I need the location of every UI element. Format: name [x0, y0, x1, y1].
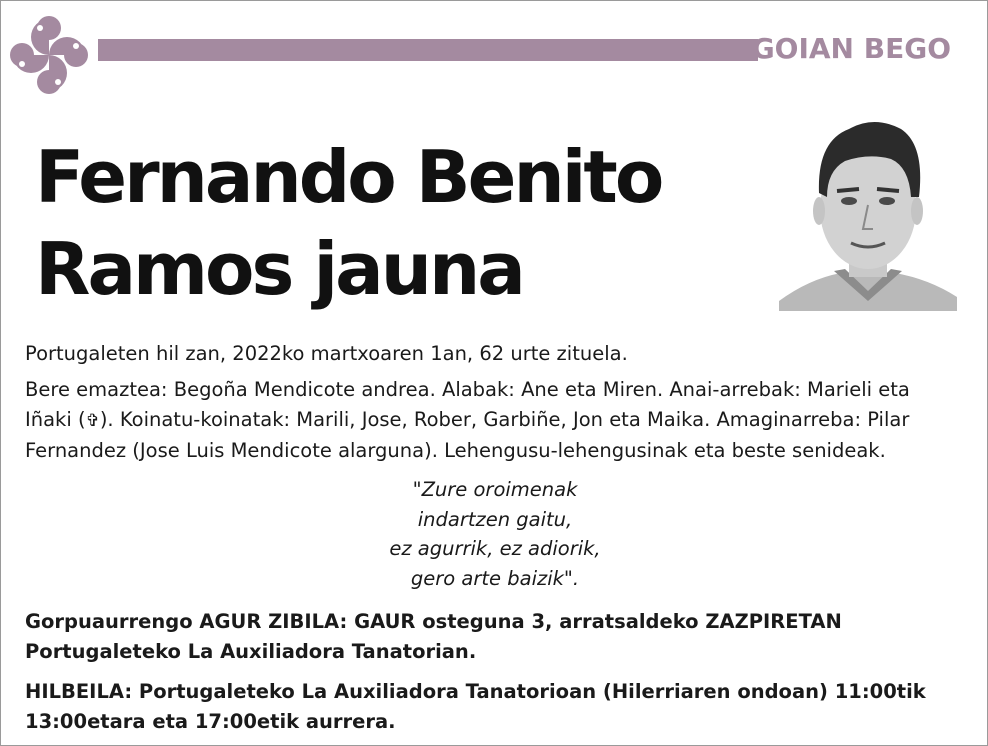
poem [1, 475, 988, 593]
family-text-part-1: Bere emaztea: Begoña Mendicote andrea. Alabak: Ane eta Miren. Anai-arrebak: Marieli eta Iñaki ( [25, 378, 910, 431]
name-line-2: Ramos jauna [35, 227, 523, 311]
lauburu-icon [7, 13, 91, 97]
header-label: GOIAN BEGO [751, 32, 951, 65]
cross-icon: ✞ [85, 411, 100, 431]
poem-line: "Zure oroimenak [412, 478, 578, 501]
header-band [98, 39, 758, 61]
poem-line: ez agurrik, ez adiorik, [389, 537, 601, 560]
ceremony-info: Gorpuaurrengo AGUR ZIBILA: GAUR osteguna 3, arratsaldeko ZAZPIRETAN Portugaleteko La Auxiliadora Tanatorian. [25, 610, 842, 663]
family-list [25, 375, 945, 466]
poem-line: gero arte baizik". [410, 566, 580, 590]
name-line-1: Fernando Benito [35, 135, 662, 219]
family-text-part-2: ). Koinatu-koinatak: Marili, Jose, Rober, Garbiñe, Jon eta Maika. Amaginarreba: Pilar Fernandez (Jose Luis Mendicote alarguna). Lehengusu-lehengusinak eta beste senideak. [25, 408, 910, 462]
portrait-photo [779, 101, 957, 311]
wake-info: HILBEILA: Portugaleteko La Auxiliadora Tanatorioan (Hilerriaren ondoan) 11:00tik 13:00etara eta 17:00etik aurrera. [25, 680, 926, 733]
death-notice: Portugaleten hil zan, 2022ko martxoaren 1an, 62 urte zituela. [25, 342, 628, 365]
poem-line: indartzen gaitu, [417, 507, 573, 531]
deceased-name [35, 131, 755, 315]
